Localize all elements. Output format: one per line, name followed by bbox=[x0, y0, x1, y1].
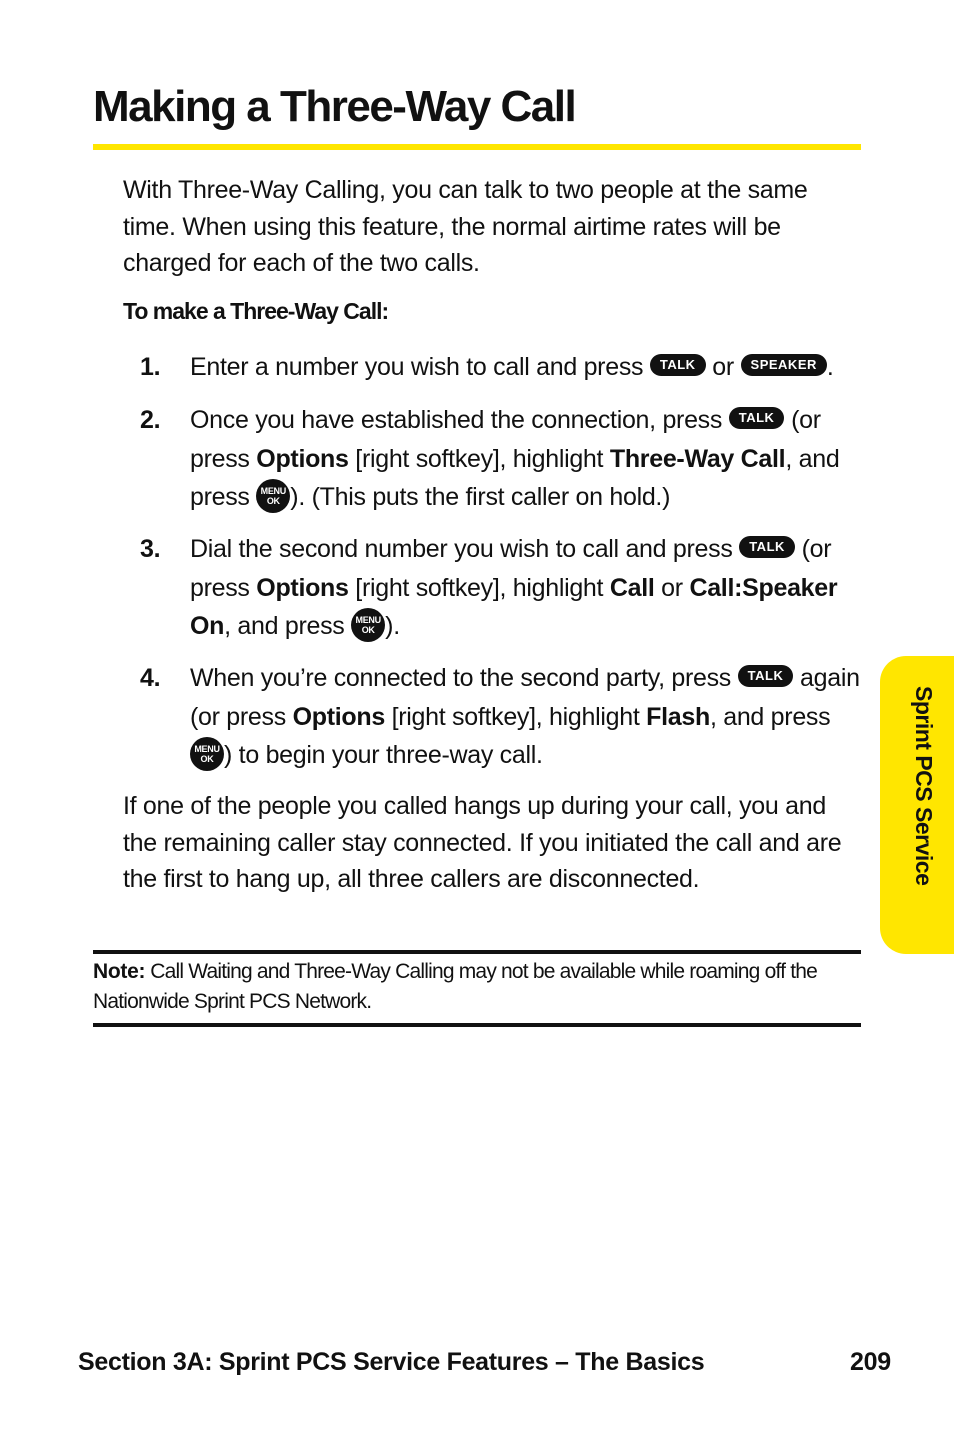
section-side-tab bbox=[880, 656, 954, 954]
menu-option-label: Call bbox=[609, 573, 655, 602]
step-number: 3. bbox=[140, 535, 161, 563]
menu-option-label: Call:Speaker On bbox=[190, 573, 838, 640]
menu-ok-key-icon: MENU OK bbox=[190, 737, 224, 771]
step-2 bbox=[140, 401, 860, 517]
step-text: (or press bbox=[190, 535, 832, 602]
step-text: , and press bbox=[224, 612, 345, 640]
step-text: [right softkey], highlight bbox=[355, 444, 604, 473]
speaker-key-icon: SPEAKER bbox=[741, 354, 827, 376]
talk-key-icon: TALK bbox=[739, 536, 795, 558]
menu-ok-key-icon: MENU OK bbox=[351, 608, 385, 642]
side-tab-label: Sprint PCS Service bbox=[911, 686, 937, 886]
menu-option-label: Flash bbox=[646, 702, 710, 731]
step-text: or bbox=[661, 573, 683, 602]
softkey-label: Options bbox=[256, 573, 349, 602]
step-text: Enter a number you wish to call and press bbox=[190, 353, 644, 381]
note-label: Note: bbox=[93, 960, 146, 983]
page-title: Making a Three-Way Call bbox=[93, 82, 576, 131]
step-text: or bbox=[712, 353, 734, 381]
step-number: 2. bbox=[140, 406, 161, 434]
procedure-heading: To make a Three-Way Call: bbox=[123, 298, 389, 324]
step-text: ). bbox=[385, 612, 400, 640]
step-1 bbox=[140, 348, 860, 387]
note-box bbox=[93, 950, 861, 1027]
menu-option-label: Three-Way Call bbox=[609, 444, 786, 473]
step-text: , and press bbox=[190, 444, 840, 511]
step-text: Once you have established the connection, press bbox=[190, 406, 723, 434]
step-text: ). (This puts the first caller on hold.) bbox=[290, 483, 671, 511]
intro-paragraph: With Three-Way Calling, you can talk to two people at the same time. When using this feature, the normal airtime rates will be charged for each of the two calls. bbox=[123, 176, 808, 277]
page-number: 209 bbox=[850, 1348, 891, 1376]
step-number: 4. bbox=[140, 664, 161, 692]
step-text: When you’re connected to the second party, press bbox=[190, 664, 732, 692]
step-3 bbox=[140, 530, 860, 646]
talk-key-icon: TALK bbox=[729, 407, 785, 429]
talk-key-icon: TALK bbox=[650, 354, 706, 376]
step-text: . bbox=[826, 353, 834, 381]
note-text: Call Waiting and Three-Way Calling may not be available while roaming off the Nationwide Sprint PCS Network. bbox=[93, 960, 817, 1013]
softkey-label: Options bbox=[256, 444, 349, 473]
footer-section-title: Section 3A: Sprint PCS Service Features – The Basics bbox=[78, 1348, 705, 1376]
outro-paragraph: If one of the people you called hangs up during your call, you and the remaining caller stay connected. If you initiated the call and are the first to hang up, all three callers are disconnected. bbox=[123, 792, 842, 893]
softkey-label: Options bbox=[292, 702, 385, 731]
step-text: [right softkey], highlight bbox=[355, 573, 604, 602]
step-text: [right softkey], highlight bbox=[391, 702, 640, 731]
step-text: ) to begin your three-way call. bbox=[224, 741, 543, 769]
step-text: (or press bbox=[190, 406, 821, 473]
step-text: again (or press bbox=[190, 664, 860, 731]
step-number: 1. bbox=[140, 353, 161, 381]
step-text: Dial the second number you wish to call and press bbox=[190, 535, 733, 563]
step-4 bbox=[140, 659, 860, 775]
title-underline bbox=[93, 144, 861, 150]
step-text: , and press bbox=[709, 702, 831, 731]
menu-ok-key-icon: MENU OK bbox=[256, 479, 290, 513]
talk-key-icon: TALK bbox=[738, 665, 794, 687]
